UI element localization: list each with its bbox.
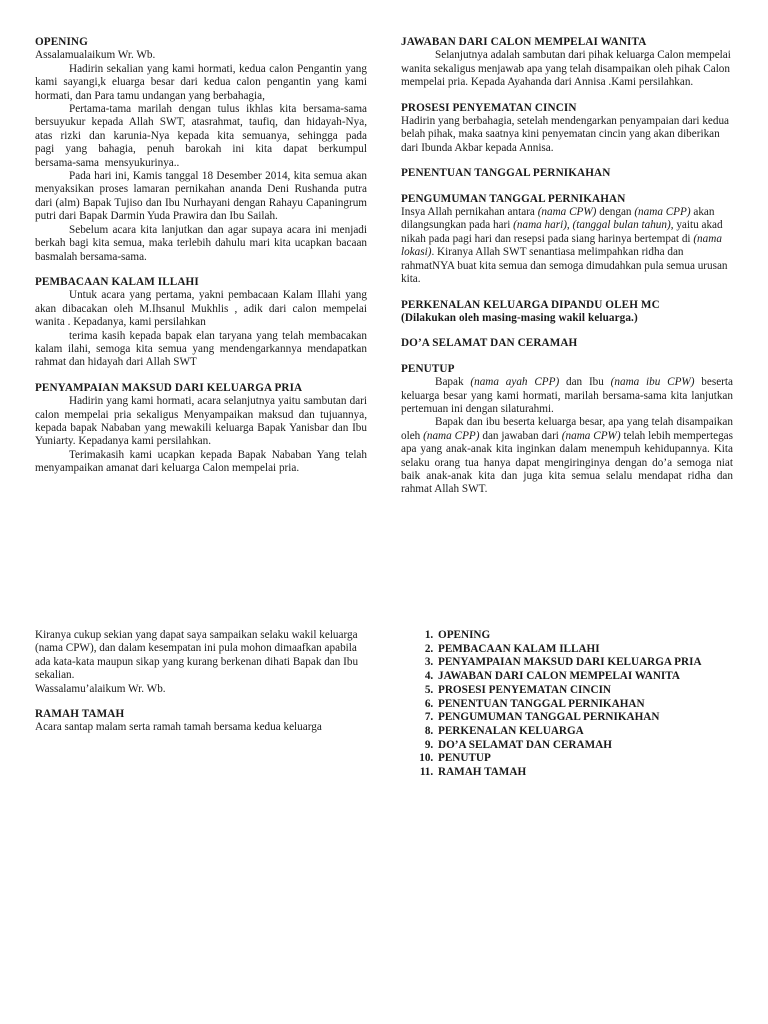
penutup-paragraph-2 bbox=[401, 416, 733, 496]
jawaban-heading: JAWABAN DARI CALON MEMPELAI WANITA bbox=[401, 36, 647, 48]
cincin-heading: PROSESI PENYEMATAN CINCIN bbox=[401, 101, 577, 114]
pengumuman-text-i: , yaitu akad nikah pada pagi hari dan resepsi pada siang harinya bertempat di bbox=[401, 219, 723, 245]
agenda-item: 2. PEMBACAAN KALAM ILLAHI bbox=[436, 643, 748, 657]
agenda-item: 3. PENYAMPAIAN MAKSUD DARI KELUARGA PRIA bbox=[436, 656, 748, 670]
penutup2-text-c: dan jawaban dari bbox=[479, 429, 562, 442]
opening-paragraph-4: Sebelum acara kita lanjutkan dan agar supaya acara ini menjadi berkah bagi kita semua, maka terlebih dahulu mari kita ucapkan bacaan basmalah bersama-sama. bbox=[35, 223, 367, 263]
left-bottom-column bbox=[35, 629, 373, 735]
kalam-heading: PEMBACAAN KALAM ILLAHI bbox=[35, 275, 199, 288]
closing-paragraph: Kiranya cukup sekian yang dapat saya sampaikan selaku wakil keluarga (nama CPW), dan dalam kesempatan ini pula mohon dimaafkan apabila ada kata-kata maupun sikap yang kurang berkenan dihati Bapak dan Ibu sekalian. bbox=[35, 629, 359, 682]
agenda-item: 6. PENENTUAN TANGGAL PERNIKAHAN bbox=[436, 698, 748, 712]
placeholder-nama-cpw-2: (nama CPW) bbox=[561, 429, 621, 442]
cincin-paragraph: Hadirin yang berbahagia, setelah mendengarkan penyampaian dari kedua belah pihak, maka saatnya kini penyematan cincin yang akan diberikan dari Ibunda Akbar kepada Annisa. bbox=[401, 115, 730, 154]
placeholder-nama-hari: (nama hari) bbox=[513, 219, 567, 232]
kalam-paragraph-2: terima kasih kepada bapak elan taryana yang telah membacakan kalam ilahi, semoga kita semua yang mendengarkannya mendapatkan rahmat dan hidayah dari Allah SWT bbox=[35, 329, 367, 369]
pengumuman-text-e: akan dilangsungkan pada hari bbox=[401, 206, 715, 232]
agenda-item: 10. PENUTUP bbox=[436, 752, 748, 766]
doa-heading: DO’A SELAMAT DAN CERAMAH bbox=[401, 337, 578, 350]
penutup1-text-e: beserta keluarga besar yang kami hormati, marilah bersama-sama kita lanjutkan pertemuan ini dengan silaturahmi. bbox=[401, 376, 733, 415]
agenda-list-column bbox=[418, 629, 748, 780]
opening-salam: Assalamualaikum Wr. Wb. bbox=[35, 49, 156, 62]
placeholder-tanggal: (tanggal bulan tahun) bbox=[572, 219, 671, 232]
agenda-item: 11. RAMAH TAMAH bbox=[436, 766, 748, 780]
penutup-paragraph-1 bbox=[401, 376, 733, 416]
pengumuman-text-c: dengan bbox=[596, 206, 635, 219]
opening-paragraph-1: Hadirin sekalian yang kami hormati, kedua calon Pengantin yang kami sayangi,k eluarga besar dari kedua calon pengantin yang kami hormati, dan Para tamu undangan yang berbahagia, bbox=[35, 62, 367, 102]
placeholder-nama-cpp-2: (nama CPP) bbox=[423, 429, 480, 442]
opening-heading: OPENING bbox=[35, 36, 88, 48]
closing-salam: Wassalamu’alaikum Wr. Wb. bbox=[35, 682, 166, 695]
pengumuman-paragraph bbox=[401, 206, 733, 286]
agenda-item: 5. PROSESI PENYEMATAN CINCIN bbox=[436, 684, 748, 698]
maksud-paragraph-2: Terimakasih kami ucapkan kepada Bapak Nababan Yang telah menyampaikan amanat dari keluarga Calon mempelai pria. bbox=[35, 448, 367, 475]
placeholder-nama-lokasi: (nama lokasi) bbox=[401, 232, 722, 259]
maksud-paragraph-1: Hadirin yang kami hormati, acara selanjutnya yaitu sambutan dari calon mempelai pria sekaligus Menyampaikan maksud dan tujuannya, kepada bapak Nababan yang mewakili keluarga Bapak Yanisbar dan Ibu Yuniarty. Kepadanya kami persilahkan. bbox=[35, 395, 367, 448]
agenda-item: 9. DO’A SELAMAT DAN CERAMAH bbox=[436, 739, 748, 753]
kalam-paragraph-1: Untuk acara yang pertama, yakni pembacaan Kalam Illahi yang akan dibacakan oleh M.Ihsanul Mukhlis , adik dari calon mempelai wanita . Kepadanya, kami persilahkan bbox=[35, 289, 367, 329]
perkenalan-subheading: (Dilakukan oleh masing-masing wakil keluarga.) bbox=[401, 311, 638, 324]
ramah-tamah-heading: RAMAH TAMAH bbox=[35, 708, 125, 721]
opening-paragraph-3: Pada hari ini, Kamis tanggal 18 Desember 2014, kita semua akan menyaksikan proses lamaran pernikahan ananda Deni Rushanda putra dari (alm) Bapak Tujiso dan Ibu Nurhayani dengan Rahayu Capaningrum putri dari Bapak Darmin Yuda Prawira dan Ibu Sailah. bbox=[35, 170, 367, 223]
pengumuman-text-k: . Kiranya Allah SWT senantiasa melimpahkan ridha dan rahmatNYA buat kita semua dan semoga dimudahkan pula semua urusan kita. bbox=[401, 246, 728, 286]
jawaban-paragraph: Selanjutnya adalah sambutan dari pihak keluarga Calon mempelai wanita sekaligus menjawab apa yang telah disampaikan oleh pihak Calon mempelai pria. Kepada Ayahanda dari Annisa .Kami persilahkan. bbox=[401, 49, 731, 89]
agenda-item: 4. JAWABAN DARI CALON MEMPELAI WANITA bbox=[436, 670, 748, 684]
penutup1-text-a: Bapak bbox=[435, 376, 471, 389]
penentuan-heading: PENENTUAN TANGGAL PERNIKAHAN bbox=[401, 167, 611, 180]
pengumuman-text-g: , bbox=[566, 219, 573, 232]
ramah-tamah-paragraph: Acara santap malam serta ramah tamah bersama kedua keluarga bbox=[35, 721, 322, 734]
placeholder-nama-cpp: (nama CPP) bbox=[634, 206, 691, 219]
pengumuman-text-a: Insya Allah pernikahan antara bbox=[401, 206, 538, 219]
placeholder-nama-ibu-cpw: (nama ibu CPW) bbox=[610, 376, 695, 389]
agenda-list bbox=[418, 629, 748, 780]
placeholder-nama-ayah-cpp: (nama ayah CPP) bbox=[470, 376, 560, 389]
penutup2-text-a: Bapak dan ibu beserta keluarga besar, apa yang telah disampaikan oleh bbox=[401, 416, 733, 442]
agenda-item: 1. OPENING bbox=[436, 629, 748, 643]
penutup2-text-e: telah lebih mempertegas apa yang anak-anak kita inginkan dalam menempuh kehidupannya. Kita selaku orang tua hanya dapat mengiringinya dengan do’a semoga niat baik anak-anak kita dan juga kita semua selalu mendapat ridha dan rahmat Allah SWT. bbox=[401, 429, 733, 496]
placeholder-nama-cpw: (nama CPW) bbox=[537, 206, 597, 219]
maksud-heading: PENYAMPAIAN MAKSUD DARI KELUARGA PRIA bbox=[35, 381, 303, 394]
pengumuman-heading: PENGUMUMAN TANGGAL PERNIKAHAN bbox=[401, 192, 626, 205]
right-top-column bbox=[401, 36, 733, 497]
agenda-item: 8. PERKENALAN KELUARGA bbox=[436, 725, 748, 739]
opening-paragraph-2: Pertama-tama marilah dengan tulus ikhlas kita bersama-sama bersuyukur kepada Allah SWT, atasrahmat, taufiq, dan hidayah-Nya, atas rizki dan karunia-Nya kepada kita semuanya, sehingga pada pagi yang bahagia, penuh barokah ini kita dapat berkumpul bersama-sama mensyukurinya.. bbox=[35, 103, 367, 169]
agenda-item: 7. PENGUMUMAN TANGGAL PERNIKAHAN bbox=[436, 711, 748, 725]
penutup1-text-c: dan Ibu bbox=[559, 376, 611, 389]
penutup-heading: PENUTUP bbox=[401, 362, 455, 375]
perkenalan-heading: PERKENALAN KELUARGA DIPANDU OLEH MC bbox=[401, 298, 660, 311]
left-top-column bbox=[35, 36, 367, 476]
